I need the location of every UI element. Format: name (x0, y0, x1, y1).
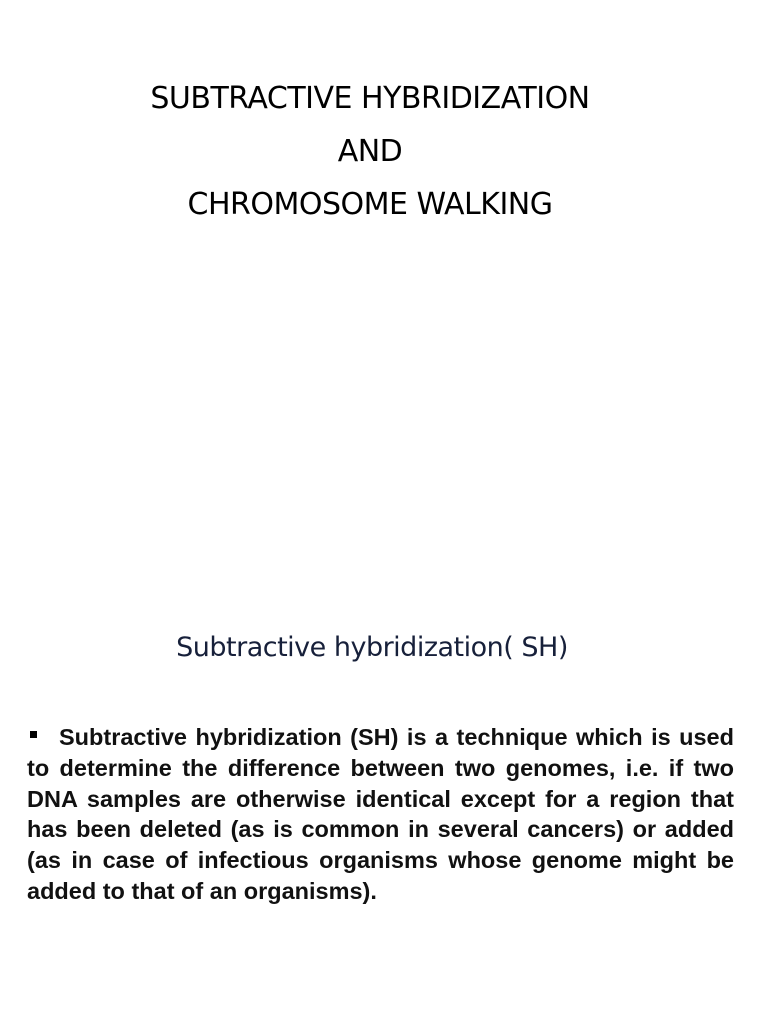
section-heading: Subtractive hybridization( SH) (176, 632, 568, 663)
bullet-text: Subtractive hybridization (SH) is a technique which is used to determine the difference between two genomes, i.e. if two DNA samples are otherwise identical except for a region that has been deleted (as is common in several cancers) or added (as in case of infectious organisms whose genome might be added to that of an organisms). (27, 724, 734, 904)
title-line-1: SUBTRACTIVE HYBRIDIZATION (150, 81, 590, 116)
page-title (0, 72, 740, 231)
cut-off-text-line (27, 1016, 734, 1030)
bullet-item (27, 722, 734, 907)
square-bullet-icon (30, 731, 37, 738)
title-line-3: CHROMOSOME WALKING (187, 187, 553, 222)
title-line-2: AND (337, 134, 403, 169)
